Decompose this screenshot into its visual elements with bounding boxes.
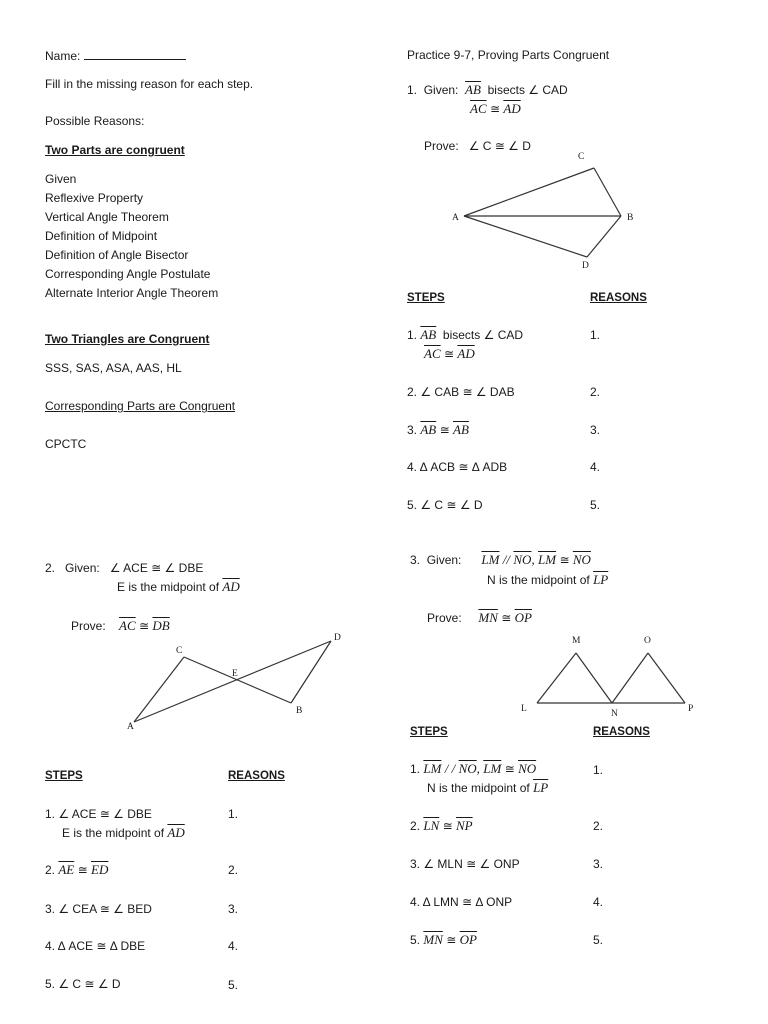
p2-step-2: 2. $\overline{AE}$ ≅ $\overline{ED}$ (45, 862, 109, 877)
p2-reason-1[interactable]: 1. (228, 807, 239, 821)
two-triangles-heading: Two Triangles are Congruent (45, 332, 210, 346)
p3-step-3: 3. ∠ MLN ≅ ∠ ONP (410, 857, 520, 871)
name-blank-field[interactable] (84, 48, 186, 60)
p1-reason-1[interactable]: 1. (590, 328, 601, 342)
p2-given-line2: E is the midpoint of $\overline{AD}$ (117, 579, 240, 594)
p2-reason-3[interactable]: 3. (228, 902, 239, 916)
corresponding-heading: Corresponding Parts are Congruent (45, 399, 236, 413)
p1-label-b: B (627, 213, 634, 223)
p2-reason-4[interactable]: 4. (228, 939, 239, 953)
reason-item: Definition of Midpoint (45, 229, 158, 243)
p1-label-a: A (452, 213, 459, 223)
p3-reason-1[interactable]: 1. (593, 763, 604, 777)
p3-given-line1: 3. Given: $\overline{LM} // \overline{NO}$, $\overline{LM}$ ≅ $\overline{NO}$ (410, 552, 591, 567)
p2-step-1-line2: E is the midpoint of $\overline{AD}$ (62, 825, 185, 840)
p3-given-line2: N is the midpoint of $\overline{LP}$ (487, 572, 609, 587)
reason-item: Alternate Interior Angle Theorem (45, 286, 219, 300)
p1-steps-header: STEPS (407, 292, 445, 304)
p2-step-4: 4. Δ ACE ≅ Δ DBE (45, 939, 146, 953)
p1-given-line2: $\overline{AC}$ ≅ $\overline{AD}$ (470, 101, 521, 116)
p3-label-p: P (688, 704, 694, 714)
reason-item: Given (45, 172, 77, 186)
p3-step-4: 4. Δ LMN ≅ Δ ONP (410, 895, 513, 909)
p1-label-c: C (578, 152, 585, 162)
p1-given-line1: 1. Given: $\overline{AB}$ bisects ∠ CAD (407, 82, 568, 97)
p2-label-b: B (296, 706, 303, 716)
p2-steps-header: STEPS (45, 770, 83, 782)
p2-step-1: 1. ∠ ACE ≅ ∠ DBE (45, 807, 152, 821)
p2-label-d: D (334, 633, 341, 643)
possible-reasons-label: Possible Reasons: (45, 114, 145, 128)
reason-item: Corresponding Angle Postulate (45, 267, 211, 281)
p3-step-5: 5. $\overline{MN}$ ≅ $\overline{OP}$ (410, 932, 477, 947)
p3-step-2: 2. $\overline{LN}$ ≅ $\overline{NP}$ (410, 818, 473, 833)
p1-step-4: 4. Δ ACB ≅ Δ ADB (407, 460, 508, 474)
p1-prove: Prove: ∠ C ≅ ∠ D (424, 139, 531, 153)
corresponding-items: CPCTC (45, 437, 87, 451)
name-line (45, 48, 186, 64)
p3-prove: Prove: $\overline{MN}$ ≅ $\overline{OP}$ (427, 610, 532, 625)
p3-label-m: M (572, 636, 581, 646)
p2-label-e: E (232, 669, 238, 679)
p3-step-1-line2: N is the midpoint of $\overline{LP}$ (427, 780, 549, 795)
p3-reason-2[interactable]: 2. (593, 819, 604, 833)
instruction-text: Fill in the missing reason for each step. (45, 77, 254, 91)
p1-reason-2[interactable]: 2. (590, 385, 601, 399)
reason-item: Reflexive Property (45, 191, 144, 205)
p3-label-n: N (611, 709, 618, 719)
p1-step-3: 3. $\overline{AB}$ ≅ $\overline{AB}$ (407, 422, 469, 437)
two-parts-list (45, 170, 218, 303)
p1-reason-4[interactable]: 4. (590, 460, 601, 474)
p2-given-line1: 2. Given: ∠ ACE ≅ ∠ DBE (45, 561, 204, 575)
p1-label-d: D (582, 261, 589, 271)
reason-item: Vertical Angle Theorem (45, 210, 169, 224)
p2-label-a: A (127, 722, 134, 732)
p3-reason-5[interactable]: 5. (593, 933, 604, 947)
p2-reason-5[interactable]: 5. (228, 978, 239, 992)
p1-step-1: 1. $\overline{AB}$ bisects ∠ CAD (407, 327, 524, 342)
p3-reason-4[interactable]: 4. (593, 895, 604, 909)
p2-prove: Prove: $\overline{AC}$ ≅ $\overline{DB}$ (71, 618, 170, 633)
p2-step-5: 5. ∠ C ≅ ∠ D (45, 977, 121, 991)
practice-title: Practice 9-7, Proving Parts Congruent (407, 48, 610, 62)
reason-item: Definition of Angle Bisector (45, 248, 189, 262)
p3-step-1: 1. $\overline{LM}$ / / $\overline{NO}$, $\overline{LM}$ ≅ $\overline{NO}$ (410, 761, 537, 776)
p1-step-2: 2. ∠ CAB ≅ ∠ DAB (407, 385, 515, 399)
p3-steps-header: STEPS (410, 726, 448, 738)
two-parts-heading: Two Parts are congruent (45, 143, 185, 157)
p1-reason-5[interactable]: 5. (590, 498, 601, 512)
p1-kite-lines (464, 168, 621, 257)
p2-step-3: 3. ∠ CEA ≅ ∠ BED (45, 902, 152, 916)
two-triangles-items: SSS, SAS, ASA, AAS, HL (45, 361, 182, 375)
p1-reason-3[interactable]: 3. (590, 423, 601, 437)
p2-label-c: C (176, 646, 183, 656)
name-label: Name: (45, 49, 81, 63)
p2-reason-2[interactable]: 2. (228, 863, 239, 877)
p1-reasons-header: REASONS (590, 292, 647, 304)
p3-reason-3[interactable]: 3. (593, 857, 604, 871)
p3-label-o: O (644, 636, 651, 646)
p1-step-5: 5. ∠ C ≅ ∠ D (407, 498, 483, 512)
p3-label-l: L (521, 704, 527, 714)
p3-triangles-lines (537, 653, 685, 703)
p1-step-1-line2: $\overline{AC}$ ≅ $\overline{AD}$ (424, 346, 475, 361)
p2-reasons-header: REASONS (228, 770, 285, 782)
p3-reasons-header: REASONS (593, 726, 650, 738)
